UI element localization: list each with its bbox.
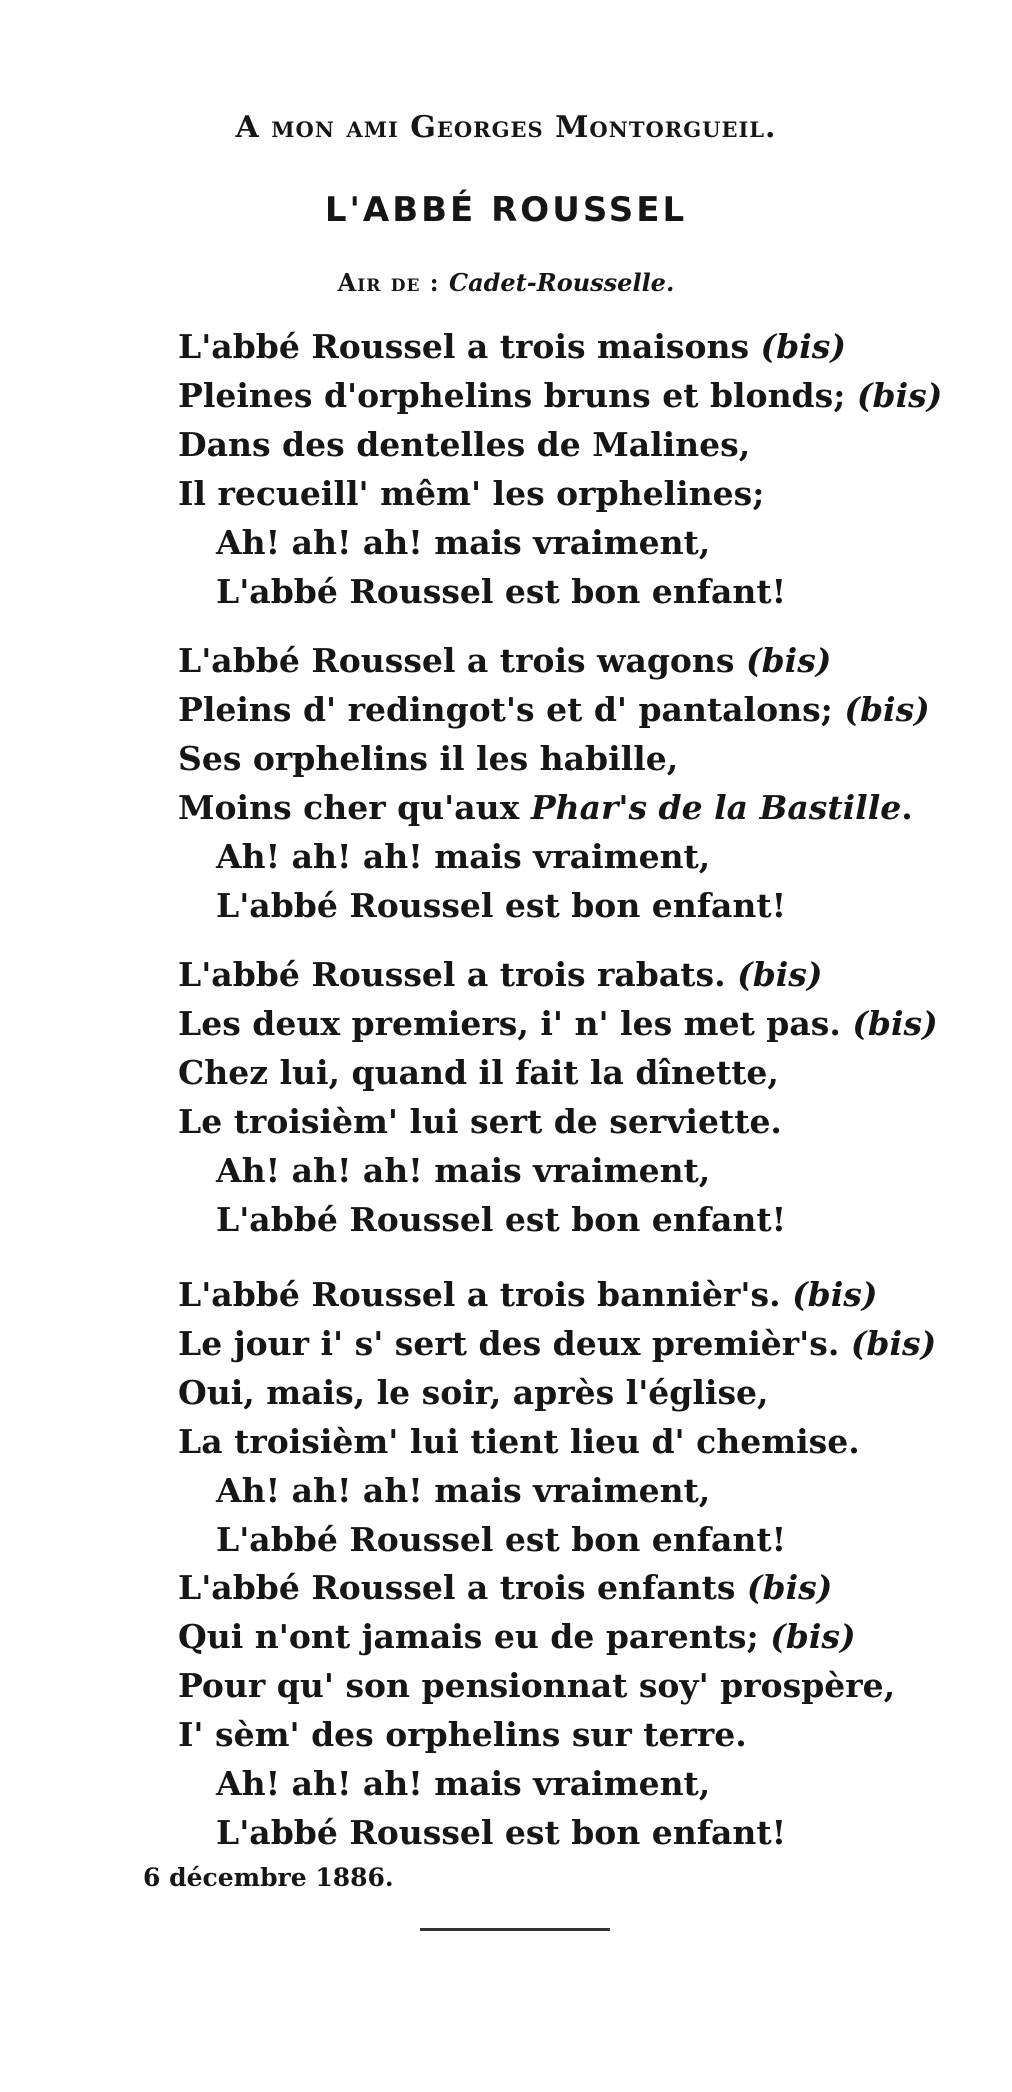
bis-marker: (bis) bbox=[746, 1568, 833, 1607]
verse-line: Pleines d'orphelins bruns et blonds; (bis) bbox=[178, 376, 943, 415]
stanza-4 bbox=[178, 1270, 978, 1564]
bis-marker: (bis) bbox=[852, 1004, 938, 1043]
date-line: 6 décembre 1886. bbox=[143, 1863, 394, 1892]
verse-line: Chez lui, quand il fait la dînette, bbox=[178, 1053, 779, 1092]
air-label: Air de : bbox=[337, 268, 449, 297]
dedication: A mon ami Georges Montorgueil. bbox=[235, 110, 777, 145]
verse-line: Les deux premiers, i' n' les met pas. (bis) bbox=[178, 1004, 938, 1043]
bis-marker: (bis) bbox=[745, 641, 832, 680]
refrain-line: L'abbé Roussel est bon enfant! bbox=[216, 886, 787, 925]
closing-rule bbox=[420, 1928, 610, 1931]
verse-line: Le troisièm' lui sert de serviette. bbox=[178, 1102, 782, 1141]
verse-line: Pour qu' son pensionnat soy' prospère, bbox=[178, 1666, 896, 1705]
verse-line: Pleins d' redingot's et d' pantalons; (bis) bbox=[178, 690, 930, 729]
verse-line: L'abbé Roussel a trois enfants (bis) bbox=[178, 1568, 833, 1607]
verse-line: Il recueill' mêm' les orphelines; bbox=[178, 474, 765, 513]
song-title: L'ABBÉ ROUSSEL bbox=[324, 190, 688, 230]
verse-line: Ses orphelins il les habille, bbox=[178, 739, 679, 778]
refrain-line: Ah! ah! ah! mais vraiment, bbox=[216, 1151, 711, 1190]
verse-line: L'abbé Roussel a trois bannièr's. (bis) bbox=[178, 1275, 878, 1314]
verse-line: Le jour i' s' sert des deux premièr's. (bis) bbox=[178, 1324, 937, 1363]
refrain-line: Ah! ah! ah! mais vraiment, bbox=[216, 1471, 711, 1510]
stanza-3 bbox=[178, 950, 978, 1244]
refrain-line: Ah! ah! ah! mais vraiment, bbox=[216, 837, 711, 876]
bis-marker: (bis) bbox=[737, 955, 823, 994]
stanza-1 bbox=[178, 322, 978, 616]
verse-line: I' sèm' des orphelins sur terre. bbox=[178, 1715, 747, 1754]
bis-marker: (bis) bbox=[844, 690, 930, 729]
refrain-line: L'abbé Roussel est bon enfant! bbox=[216, 572, 787, 611]
bis-marker: (bis) bbox=[770, 1617, 856, 1656]
bis-marker: (bis) bbox=[792, 1275, 878, 1314]
bis-marker: (bis) bbox=[850, 1324, 937, 1363]
refrain-line: Ah! ah! ah! mais vraiment, bbox=[216, 523, 711, 562]
refrain-line: L'abbé Roussel est bon enfant! bbox=[216, 1200, 787, 1239]
verse-line: La troisièm' lui tient lieu d' chemise. bbox=[178, 1422, 860, 1461]
air-indication bbox=[0, 268, 1012, 297]
verse-line: L'abbé Roussel a trois rabats. (bis) bbox=[178, 955, 823, 994]
stanza-5 bbox=[178, 1563, 978, 1857]
verse-line: L'abbé Roussel a trois wagons (bis) bbox=[178, 641, 832, 680]
verse-line: Dans des dentelles de Malines, bbox=[178, 425, 751, 464]
italic-phrase: Phar's de la Bastille bbox=[530, 788, 902, 827]
refrain-line: Ah! ah! ah! mais vraiment, bbox=[216, 1764, 711, 1803]
bis-marker: (bis) bbox=[760, 327, 846, 366]
stanza-2 bbox=[178, 636, 978, 930]
verse-line: Oui, mais, le soir, après l'église, bbox=[178, 1373, 769, 1412]
refrain-line: L'abbé Roussel est bon enfant! bbox=[216, 1520, 787, 1559]
verse-line: Qui n'ont jamais eu de parents; (bis) bbox=[178, 1617, 856, 1656]
verse-line: Moins cher qu'aux Phar's de la Bastille. bbox=[178, 788, 913, 827]
air-tune: Cadet-Rousselle. bbox=[449, 268, 675, 297]
verse-line: L'abbé Roussel a trois maisons (bis) bbox=[178, 327, 846, 366]
bis-marker: (bis) bbox=[856, 376, 943, 415]
refrain-line: L'abbé Roussel est bon enfant! bbox=[216, 1813, 787, 1852]
